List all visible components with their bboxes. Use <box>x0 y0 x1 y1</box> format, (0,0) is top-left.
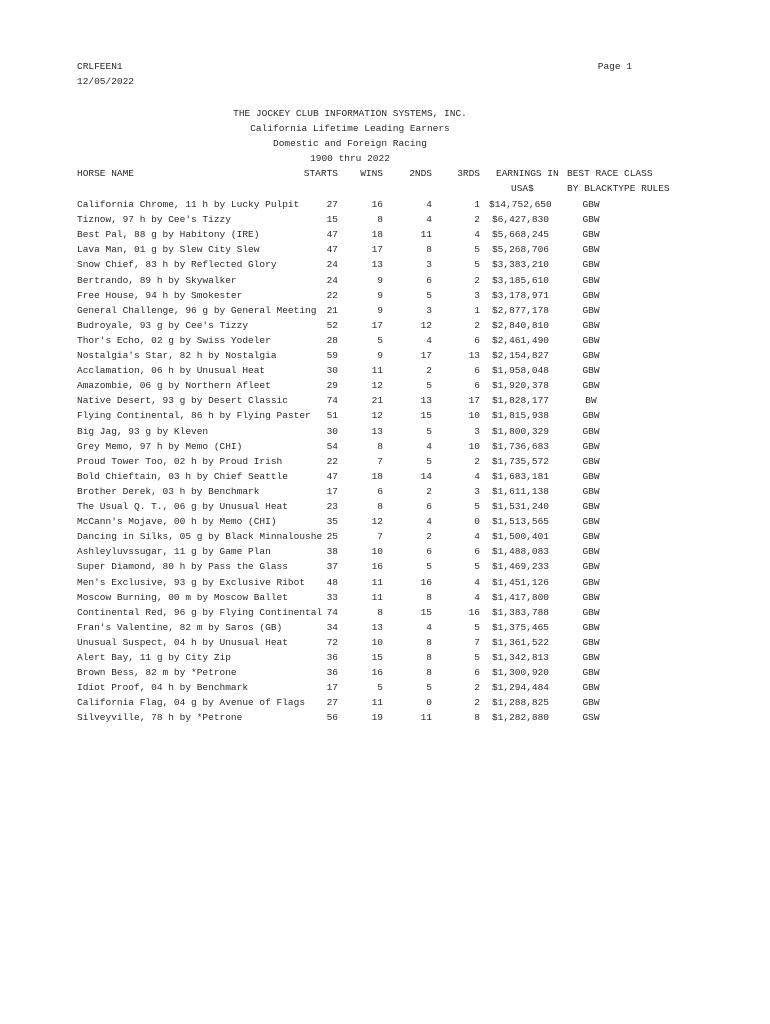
table-row <box>0 380 770 395</box>
wins-value: 13 <box>371 259 383 271</box>
class-value: GBW <box>582 319 600 331</box>
wins-value: 7 <box>377 531 383 543</box>
thirds-value: 10 <box>468 440 480 452</box>
horse-name: General Challenge, 96 g by General Meeting <box>77 304 317 316</box>
report-scope: Domestic and Foreign Racing <box>273 138 427 149</box>
horse-name: Moscow Burning, 00 m by Moscow Ballet <box>77 591 288 603</box>
horse-name: Dancing in Silks, 05 g by Black Minnaloushe <box>77 531 323 543</box>
seconds-value: 6 <box>426 501 432 512</box>
thirds-value: 3 <box>474 485 480 497</box>
wins-value: 5 <box>377 334 383 346</box>
seconds-value: 8 <box>426 591 432 603</box>
earnings-value: $2,461,490 <box>491 334 549 346</box>
starts-value: 17 <box>326 485 338 497</box>
starts-value: 29 <box>326 380 338 392</box>
table-row <box>0 365 770 380</box>
earnings-value: $1,611,138 <box>491 485 549 497</box>
class-value: GBW <box>582 199 600 210</box>
horse-name: Grey Memo, 97 h by Memo (CHI) <box>77 440 243 452</box>
horse-name: Super Diamond, 80 h by Pass the Glass <box>77 561 288 573</box>
wins-value: 18 <box>371 470 383 482</box>
starts-value: 34 <box>326 621 338 633</box>
horse-name: Flying Continental, 86 h by Flying Paster <box>77 410 311 422</box>
table-row <box>0 229 770 244</box>
class-value: GBW <box>582 425 600 437</box>
seconds-value: 4 <box>426 334 432 346</box>
report-id: CRLFEEN1 <box>77 61 123 72</box>
class-value: GBW <box>582 697 600 709</box>
class-value: GBW <box>582 244 600 256</box>
table-row <box>0 244 770 259</box>
class-value: GBW <box>582 350 600 361</box>
thirds-value: 1 <box>474 304 480 316</box>
table-row <box>0 259 770 274</box>
starts-value: 30 <box>326 365 338 377</box>
wins-value: 7 <box>377 455 383 467</box>
starts-value: 27 <box>326 199 338 210</box>
class-value: GBW <box>582 591 600 603</box>
thirds-value: 16 <box>468 606 480 618</box>
class-value: GBW <box>582 576 600 588</box>
seconds-value: 4 <box>426 516 432 528</box>
thirds-value: 4 <box>474 576 480 588</box>
wins-value: 10 <box>371 546 383 558</box>
class-value: GBW <box>582 516 600 528</box>
earnings-value: $1,735,572 <box>491 455 549 467</box>
seconds-value: 4 <box>426 199 432 210</box>
earnings-value: $1,361,522 <box>491 636 549 648</box>
wins-value: 17 <box>371 244 383 256</box>
col-2nds: 2NDS <box>409 168 432 179</box>
earnings-value: $1,800,329 <box>491 425 549 437</box>
col-class-rules: BY BLACKTYPE RULES <box>567 183 670 194</box>
earnings-value: $1,513,565 <box>491 516 549 528</box>
horse-name: Lava Man, 01 g by Slew City Slew <box>77 244 260 256</box>
seconds-value: 5 <box>426 289 432 301</box>
starts-value: 72 <box>326 636 338 648</box>
seconds-value: 2 <box>426 485 432 497</box>
col-starts: STARTS <box>303 168 338 179</box>
earnings-value: $1,531,240 <box>491 501 549 512</box>
thirds-value: 6 <box>474 334 480 346</box>
class-value: GBW <box>582 470 600 482</box>
seconds-value: 17 <box>420 350 432 361</box>
wins-value: 8 <box>377 440 383 452</box>
starts-value: 37 <box>326 561 338 573</box>
column-headers-line2 <box>0 183 770 198</box>
table-row <box>0 456 770 471</box>
thirds-value: 6 <box>474 365 480 377</box>
thirds-value: 6 <box>474 546 480 558</box>
seconds-value: 15 <box>420 606 432 618</box>
earnings-value: $1,736,683 <box>491 440 549 452</box>
starts-value: 52 <box>326 319 338 331</box>
horse-name: Alert Bay, 11 g by City Zip <box>77 652 231 663</box>
table-row <box>0 516 770 531</box>
seconds-value: 8 <box>426 667 432 679</box>
class-value: GBW <box>582 682 600 694</box>
horse-name: Silveyville, 78 h by *Petrone <box>77 712 243 724</box>
starts-value: 22 <box>326 289 338 301</box>
thirds-value: 2 <box>474 697 480 709</box>
table-row <box>0 199 770 214</box>
horse-name: Ashleyluvssugar, 11 g by Game Plan <box>77 546 271 558</box>
earnings-value: $1,469,233 <box>491 561 549 573</box>
starts-value: 28 <box>326 334 338 346</box>
seconds-value: 13 <box>420 395 432 407</box>
class-value: BW <box>585 395 597 407</box>
report-subtitle: California Lifetime Leading Earners <box>250 123 450 134</box>
horse-name: Native Desert, 93 g by Desert Classic <box>77 395 288 407</box>
horse-name: Brown Bess, 82 m by *Petrone <box>77 667 237 679</box>
earnings-value: $6,427,830 <box>491 214 549 226</box>
wins-value: 13 <box>371 621 383 633</box>
report-title: THE JOCKEY CLUB INFORMATION SYSTEMS, INC. <box>233 108 467 119</box>
starts-value: 35 <box>326 516 338 528</box>
horse-name: McCann's Mojave, 00 h by Memo (CHI) <box>77 516 277 528</box>
table-row <box>0 320 770 335</box>
horse-name: Bertrando, 89 h by Skywalker <box>77 274 237 286</box>
seconds-value: 4 <box>426 440 432 452</box>
starts-value: 24 <box>326 274 338 286</box>
class-value: GBW <box>582 214 600 226</box>
seconds-value: 12 <box>420 319 432 331</box>
horse-name: California Chrome, 11 h by Lucky Pulpit <box>77 199 300 210</box>
starts-value: 36 <box>326 667 338 679</box>
earnings-value: $1,451,126 <box>491 576 549 588</box>
wins-value: 8 <box>377 501 383 512</box>
class-value: GBW <box>582 380 600 392</box>
horse-name: Fran's Valentine, 82 m by Saros (GB) <box>77 621 283 633</box>
wins-value: 5 <box>377 682 383 694</box>
seconds-value: 0 <box>426 697 432 709</box>
seconds-value: 6 <box>426 546 432 558</box>
seconds-value: 5 <box>426 425 432 437</box>
starts-value: 74 <box>326 606 338 618</box>
earnings-value: $2,877,178 <box>491 304 549 316</box>
seconds-value: 8 <box>426 636 432 648</box>
horse-name: Bold Chieftain, 03 h by Chief Seattle <box>77 470 288 482</box>
starts-value: 30 <box>326 425 338 437</box>
page-number: Page 1 <box>597 61 632 72</box>
table-row <box>0 546 770 561</box>
starts-value: 25 <box>326 531 338 543</box>
thirds-value: 5 <box>474 621 480 633</box>
seconds-value: 2 <box>426 365 432 377</box>
wins-value: 17 <box>371 319 383 331</box>
horse-name: Budroyale, 93 g by Cee's Tizzy <box>77 319 249 331</box>
starts-value: 24 <box>326 259 338 271</box>
seconds-value: 16 <box>420 576 432 588</box>
class-value: GBW <box>582 636 600 648</box>
class-value: GBW <box>582 606 600 618</box>
thirds-value: 6 <box>474 667 480 679</box>
thirds-value: 10 <box>468 410 480 422</box>
wins-value: 11 <box>371 697 383 709</box>
wins-value: 12 <box>371 516 383 528</box>
thirds-value: 4 <box>474 229 480 241</box>
horse-name: Brother Derek, 03 h by Benchmark <box>77 485 260 497</box>
wins-value: 11 <box>371 591 383 603</box>
horse-name: Tiznow, 97 h by Cee's Tizzy <box>77 214 231 226</box>
wins-value: 12 <box>371 410 383 422</box>
table-row <box>0 622 770 637</box>
col-earnings-unit: USA$ <box>511 183 534 194</box>
table-row <box>0 486 770 501</box>
starts-value: 74 <box>326 395 338 407</box>
thirds-value: 3 <box>474 289 480 301</box>
starts-value: 48 <box>326 576 338 588</box>
horse-name: Men's Exclusive, 93 g by Exclusive Ribot <box>77 576 306 588</box>
table-row <box>0 441 770 456</box>
horse-name: The Usual Q. T., 06 g by Unusual Heat <box>77 501 288 512</box>
class-value: GBW <box>582 229 600 241</box>
table-row <box>0 577 770 592</box>
thirds-value: 6 <box>474 380 480 392</box>
col-wins: WINS <box>360 168 383 179</box>
class-value: GBW <box>582 485 600 497</box>
wins-value: 6 <box>377 485 383 497</box>
horse-name: Thor's Echo, 02 g by Swiss Yodeler <box>77 334 271 346</box>
table-row <box>0 682 770 697</box>
seconds-value: 14 <box>420 470 432 482</box>
thirds-value: 7 <box>474 636 480 648</box>
class-value: GBW <box>582 304 600 316</box>
earnings-value: $3,383,210 <box>491 259 549 271</box>
thirds-value: 2 <box>474 274 480 286</box>
earnings-value: $1,958,048 <box>491 365 549 377</box>
thirds-value: 5 <box>474 561 480 573</box>
seconds-value: 3 <box>426 304 432 316</box>
wins-value: 8 <box>377 214 383 226</box>
seconds-value: 5 <box>426 561 432 573</box>
seconds-value: 5 <box>426 682 432 694</box>
starts-value: 15 <box>326 214 338 226</box>
horse-name: Amazombie, 06 g by Northern Afleet <box>77 380 271 392</box>
earnings-value: $1,500,401 <box>491 531 549 543</box>
class-value: GSW <box>582 712 600 724</box>
thirds-value: 13 <box>468 350 480 361</box>
wins-value: 19 <box>371 712 383 724</box>
earnings-value: $5,268,706 <box>491 244 549 256</box>
col-earnings: EARNINGS IN <box>496 168 559 179</box>
earnings-value: $1,300,920 <box>491 667 549 679</box>
thirds-value: 5 <box>474 501 480 512</box>
class-value: GBW <box>582 546 600 558</box>
thirds-value: 2 <box>474 682 480 694</box>
class-value: GBW <box>582 501 600 512</box>
table-row <box>0 607 770 622</box>
class-value: GBW <box>582 455 600 467</box>
seconds-value: 6 <box>426 274 432 286</box>
earnings-value: $3,178,971 <box>491 289 549 301</box>
thirds-value: 5 <box>474 259 480 271</box>
class-value: GBW <box>582 440 600 452</box>
wins-value: 8 <box>377 606 383 618</box>
horse-name: Proud Tower Too, 02 h by Proud Irish <box>77 455 283 467</box>
earnings-value: $1,488,083 <box>491 546 549 558</box>
horse-name: Best Pal, 88 g by Habitony (IRE) <box>77 229 260 241</box>
thirds-value: 1 <box>474 199 480 210</box>
thirds-value: 2 <box>474 455 480 467</box>
wins-value: 12 <box>371 380 383 392</box>
horse-name: Unusual Suspect, 04 h by Unusual Heat <box>77 636 288 648</box>
table-row <box>0 697 770 712</box>
earnings-value: $2,840,810 <box>491 319 549 331</box>
seconds-value: 4 <box>426 214 432 226</box>
thirds-value: 5 <box>474 652 480 663</box>
thirds-value: 2 <box>474 214 480 226</box>
horse-name: Idiot Proof, 04 h by Benchmark <box>77 682 249 694</box>
seconds-value: 15 <box>420 410 432 422</box>
starts-value: 56 <box>326 712 338 724</box>
horse-name: Continental Red, 96 g by Flying Continental <box>77 606 323 618</box>
wins-value: 9 <box>377 304 383 316</box>
starts-value: 47 <box>326 244 338 256</box>
starts-value: 38 <box>326 546 338 558</box>
table-row <box>0 667 770 682</box>
seconds-value: 8 <box>426 244 432 256</box>
earnings-value: $1,920,378 <box>491 380 549 392</box>
wins-value: 16 <box>371 561 383 573</box>
table-row <box>0 652 770 667</box>
wins-value: 16 <box>371 199 383 210</box>
horse-name: Free House, 94 h by Smokester <box>77 289 243 301</box>
seconds-value: 8 <box>426 652 432 663</box>
class-value: GBW <box>582 410 600 422</box>
thirds-value: 17 <box>468 395 480 407</box>
thirds-value: 4 <box>474 531 480 543</box>
wins-value: 21 <box>371 395 383 407</box>
wins-value: 11 <box>371 576 383 588</box>
horse-name: California Flag, 04 g by Avenue of Flags <box>77 697 306 709</box>
starts-value: 17 <box>326 682 338 694</box>
thirds-value: 4 <box>474 591 480 603</box>
col-horse-name: HORSE NAME <box>77 168 135 179</box>
col-3rds: 3RDS <box>457 168 480 179</box>
table-row <box>0 712 770 727</box>
table-row <box>0 395 770 410</box>
earnings-value: $1,342,813 <box>491 652 549 663</box>
starts-value: 47 <box>326 229 338 241</box>
report-period: 1900 thru 2022 <box>310 153 390 164</box>
table-row <box>0 471 770 486</box>
table-row <box>0 214 770 229</box>
horse-name: Acclamation, 06 h by Unusual Heat <box>77 365 266 377</box>
wins-value: 10 <box>371 636 383 648</box>
table-row <box>0 350 770 365</box>
seconds-value: 11 <box>420 229 432 241</box>
class-value: GBW <box>582 259 600 271</box>
earnings-value: $1,683,181 <box>491 470 549 482</box>
class-value: GBW <box>582 561 600 573</box>
starts-value: 22 <box>326 455 338 467</box>
earnings-value: $1,383,788 <box>491 606 549 618</box>
table-row <box>0 501 770 516</box>
class-value: GBW <box>582 289 600 301</box>
table-row <box>0 561 770 576</box>
seconds-value: 2 <box>426 531 432 543</box>
class-value: GBW <box>582 667 600 679</box>
earnings-value: $1,828,177 <box>491 395 549 407</box>
class-value: GBW <box>582 652 600 663</box>
earnings-value: $3,185,610 <box>491 274 549 286</box>
earnings-value: $1,282,880 <box>491 712 549 724</box>
starts-value: 27 <box>326 697 338 709</box>
table-row <box>0 531 770 546</box>
report-date: 12/05/2022 <box>77 76 135 87</box>
earnings-value: $1,288,825 <box>491 697 549 709</box>
class-value: GBW <box>582 621 600 633</box>
starts-value: 51 <box>326 410 338 422</box>
horse-name: Snow Chief, 83 h by Reflected Glory <box>77 259 277 271</box>
table-row <box>0 592 770 607</box>
wins-value: 15 <box>371 652 383 663</box>
starts-value: 23 <box>326 501 338 512</box>
class-value: GBW <box>582 334 600 346</box>
wins-value: 18 <box>371 229 383 241</box>
seconds-value: 4 <box>426 621 432 633</box>
seconds-value: 11 <box>420 712 432 724</box>
table-row <box>0 335 770 350</box>
earnings-value: $1,417,800 <box>491 591 549 603</box>
col-class: BEST RACE CLASS <box>567 168 653 179</box>
seconds-value: 3 <box>426 259 432 271</box>
starts-value: 54 <box>326 440 338 452</box>
thirds-value: 5 <box>474 244 480 256</box>
starts-value: 21 <box>326 304 338 316</box>
thirds-value: 4 <box>474 470 480 482</box>
table-row <box>0 305 770 320</box>
wins-value: 13 <box>371 425 383 437</box>
earnings-value: $1,375,465 <box>491 621 549 633</box>
earnings-value: $2,154,827 <box>491 350 549 361</box>
wins-value: 16 <box>371 667 383 679</box>
thirds-value: 0 <box>474 516 480 528</box>
table-row <box>0 410 770 425</box>
earnings-value: $1,294,484 <box>491 682 549 694</box>
seconds-value: 5 <box>426 455 432 467</box>
thirds-value: 2 <box>474 319 480 331</box>
seconds-value: 5 <box>426 380 432 392</box>
column-headers <box>0 168 770 183</box>
starts-value: 47 <box>326 470 338 482</box>
horse-name: Big Jag, 93 g by Kleven <box>77 425 209 437</box>
wins-value: 9 <box>377 350 383 361</box>
wins-value: 9 <box>377 289 383 301</box>
table-row <box>0 637 770 652</box>
class-value: GBW <box>582 274 600 286</box>
table-row <box>0 275 770 290</box>
class-value: GBW <box>582 531 600 543</box>
wins-value: 9 <box>377 274 383 286</box>
earnings-value: $1,815,938 <box>491 410 549 422</box>
horse-name: Nostalgia's Star, 82 h by Nostalgia <box>77 350 277 361</box>
thirds-value: 3 <box>474 425 480 437</box>
starts-value: 36 <box>326 652 338 663</box>
table-row <box>0 426 770 441</box>
earnings-value: $5,668,245 <box>491 229 549 241</box>
earnings-value: $14,752,650 <box>489 199 552 210</box>
thirds-value: 8 <box>474 712 480 724</box>
starts-value: 33 <box>326 591 338 603</box>
starts-value: 59 <box>326 350 338 361</box>
wins-value: 11 <box>371 365 383 377</box>
class-value: GBW <box>582 365 600 377</box>
table-row <box>0 290 770 305</box>
